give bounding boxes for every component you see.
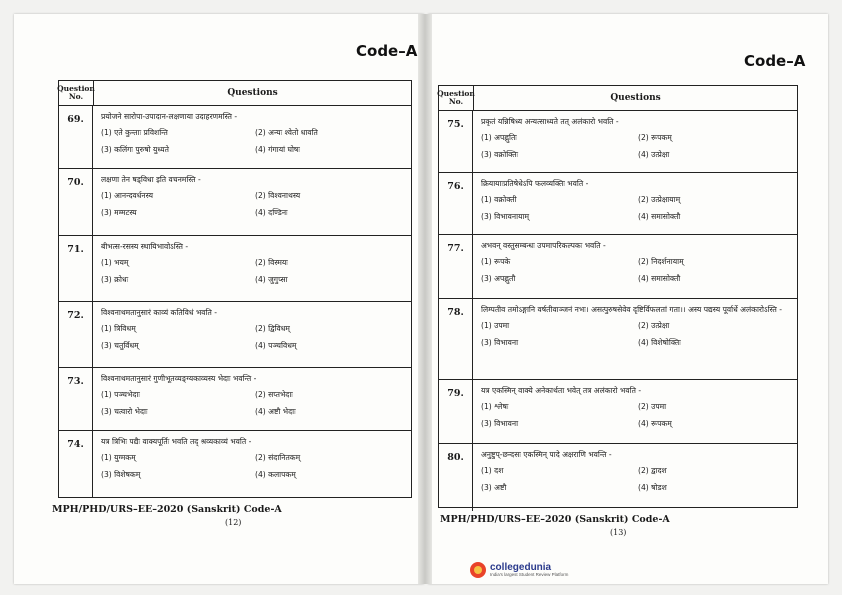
question-text: प्रकृतं यन्निषिध्य अन्यत्साध्यते तत् अलंकारो भवति - xyxy=(481,117,619,126)
answer-option: (3) कलिंगः पुरुषो युध्यते xyxy=(101,145,169,154)
options-grid xyxy=(101,324,403,351)
question-body xyxy=(93,368,411,430)
question-text: बीभत्स-रसस्य स्थायिभावोऽस्ति - xyxy=(101,242,189,251)
answer-option: (2) उत्प्रेक्षा xyxy=(638,321,670,330)
answer-option: (3) मम्मटस्य xyxy=(101,208,137,217)
answer-option: (1) आनन्दवर्धनस्य xyxy=(101,191,153,200)
table-header xyxy=(439,86,797,111)
question-row xyxy=(59,431,411,497)
answer-option: (3) विशेषकम् xyxy=(101,470,141,479)
options-grid xyxy=(101,191,403,218)
left-question-table xyxy=(58,80,412,498)
answer-option: (3) अपह्नुतौ xyxy=(481,274,516,283)
answer-option: (3) वक्रोक्तिः xyxy=(481,150,519,159)
answer-option: (1) अपह्नुतिः xyxy=(481,133,517,142)
left-code-label: Code–A xyxy=(356,42,418,60)
options-grid xyxy=(481,195,789,222)
question-row xyxy=(59,106,411,169)
options-grid xyxy=(101,258,403,285)
question-body xyxy=(93,431,411,497)
answer-option: (2) निदर्शनायाम् xyxy=(638,257,684,266)
answer-option: (3) अष्टौ xyxy=(481,483,507,492)
options-grid xyxy=(481,257,789,284)
answer-option: (1) उपमा xyxy=(481,321,510,330)
question-body xyxy=(93,302,411,367)
question-row xyxy=(439,444,797,511)
question-text: अभवन् वस्तुसम्बन्धः उपमापरिकल्पकः भवति - xyxy=(481,241,606,250)
answer-option: (4) समासोक्तौ xyxy=(638,212,681,221)
header-question-no: Question No. xyxy=(59,81,94,105)
options-grid xyxy=(101,390,403,417)
question-row xyxy=(439,235,797,299)
answer-option: (1) रूपके xyxy=(481,257,511,266)
answer-option: (4) अष्टौ भेदाः xyxy=(255,407,296,416)
question-row xyxy=(439,173,797,235)
question-text: यत्र एकस्मिन् वाक्ये अनेकार्थता भवेत् तत्र अलंकारो भवति - xyxy=(481,386,642,395)
left-page-number: (12) xyxy=(225,518,242,527)
right-footer: MPH/PHD/URS–EE–2020 (Sanskrit) Code-A xyxy=(440,514,670,525)
options-grid xyxy=(481,402,789,429)
question-number: 78. xyxy=(439,299,473,379)
question-text: विश्वनाथमतानुसारं काव्यं कतिविधं भवति - xyxy=(101,308,217,317)
right-question-table xyxy=(438,85,798,508)
question-body xyxy=(473,173,797,234)
options-grid xyxy=(481,321,789,348)
question-row xyxy=(439,380,797,444)
question-row xyxy=(59,236,411,302)
header-questions: Questions xyxy=(610,93,661,103)
answer-option: (3) विभावना xyxy=(481,338,519,347)
answer-option: (4) रूपकम् xyxy=(638,419,672,428)
answer-option: (1) युग्मकम् xyxy=(101,453,136,462)
question-body xyxy=(93,169,411,235)
options-grid xyxy=(101,453,403,480)
collegedunia-logo-icon xyxy=(470,562,486,578)
question-row xyxy=(439,111,797,173)
answer-option: (4) समासोक्तौ xyxy=(638,274,681,283)
answer-option: (3) चत्वारो भेदाः xyxy=(101,407,148,416)
right-code-label: Code–A xyxy=(744,52,806,70)
question-text: लिम्पतीव तमोऽङ्गानि वर्षतीवाञ्जनं नभः। असत्पुरुषसेवेव दृष्टिर्विफलतां गता।। अस्य पद्यस्य पूर्वार्धे अलंकारोऽस्ति - xyxy=(481,305,782,314)
answer-option: (2) अन्यः श्वेतो धावति xyxy=(255,128,318,137)
answer-option: (3) विभावनायाम् xyxy=(481,212,529,221)
right-page-number: (13) xyxy=(610,528,627,537)
watermark-logo xyxy=(470,562,568,578)
answer-option: (4) षोडश xyxy=(638,483,667,492)
question-body xyxy=(473,444,797,511)
options-grid xyxy=(101,128,403,155)
logo-tagline: India's largest Student Review Platform xyxy=(490,571,569,577)
answer-option: (4) जुगुप्सा xyxy=(255,275,288,284)
answer-option: (2) द्वादश xyxy=(638,466,667,475)
question-body xyxy=(473,235,797,298)
answer-option: (2) उपमा xyxy=(638,402,667,411)
answer-option: (1) श्लेषः xyxy=(481,402,509,411)
question-text: अनुष्टुप्-छन्दसः एकस्मिन् पादे अक्षराणि भवन्ति - xyxy=(481,450,612,459)
table-header xyxy=(59,81,411,106)
question-number: 72. xyxy=(59,302,93,367)
question-body xyxy=(93,106,411,168)
question-row xyxy=(59,169,411,236)
question-text: विश्वनाथमतानुसारं गुणीभूतव्यङ्ग्यकाव्यस्य भेदाः भवन्ति - xyxy=(101,374,257,383)
question-number: 79. xyxy=(439,380,473,443)
logo-name: collegedunia xyxy=(490,561,552,573)
answer-option: (1) भयम् xyxy=(101,258,129,267)
answer-option: (4) दण्डिनः xyxy=(255,208,288,217)
question-row xyxy=(59,302,411,368)
answer-option: (2) संदानितकम् xyxy=(255,453,301,462)
question-number: 76. xyxy=(439,173,473,234)
question-body xyxy=(473,380,797,443)
question-number: 71. xyxy=(59,236,93,301)
answer-option: (3) विभावना xyxy=(481,419,519,428)
question-text: क्रियायाःप्रतिषेधेऽपि फलव्यक्तिः भवति - xyxy=(481,179,589,188)
answer-option: (1) पञ्चभेदाः xyxy=(101,390,140,399)
question-text: लक्षणा तेन षड्विधा इति वचनमस्ति - xyxy=(101,175,201,184)
answer-option: (4) कलापकम् xyxy=(255,470,296,479)
answer-option: (3) चतुर्विधम् xyxy=(101,341,139,350)
answer-option: (2) विश्वनाथस्य xyxy=(255,191,301,200)
answer-option: (2) रूपकम् xyxy=(638,133,672,142)
answer-option: (4) उत्प्रेक्षा xyxy=(638,150,670,159)
question-number: 80. xyxy=(439,444,473,511)
question-text: प्रयोजने सारोपा-उपादान-लक्षणाया उदाहरणमस्ति - xyxy=(101,112,238,121)
question-text: यत्र त्रिभिः पद्यैः वाक्यपूर्तिः भवति तद् श्रव्यकाव्यं भवति - xyxy=(101,437,252,446)
options-grid xyxy=(481,133,789,160)
question-row xyxy=(59,368,411,431)
answer-option: (2) सप्तभेदाः xyxy=(255,390,293,399)
question-body xyxy=(93,236,411,301)
answer-option: (2) उत्प्रेक्षायाम् xyxy=(638,195,681,204)
header-question-no: Question No. xyxy=(439,86,474,110)
answer-option: (4) पञ्चविधम् xyxy=(255,341,297,350)
question-number: 77. xyxy=(439,235,473,298)
question-row xyxy=(439,299,797,380)
question-body xyxy=(473,299,797,379)
question-number: 75. xyxy=(439,111,473,172)
header-questions: Questions xyxy=(227,88,278,98)
question-number: 69. xyxy=(59,106,93,168)
answer-option: (2) द्विविधम् xyxy=(255,324,290,333)
question-body xyxy=(473,111,797,172)
answer-option: (2) विस्मयः xyxy=(255,258,288,267)
answer-option: (1) एते कुन्ताः प्रविशन्ति xyxy=(101,128,168,137)
answer-option: (1) दश xyxy=(481,466,504,475)
answer-option: (4) गंगायां घोषः xyxy=(255,145,300,154)
question-number: 73. xyxy=(59,368,93,430)
question-number: 74. xyxy=(59,431,93,497)
answer-option: (3) क्रोधः xyxy=(101,275,129,284)
options-grid xyxy=(481,466,789,493)
answer-option: (1) त्रिविधम् xyxy=(101,324,136,333)
left-footer: MPH/PHD/URS–EE–2020 (Sanskrit) Code-A xyxy=(52,504,282,515)
answer-option: (1) वक्रोक्ती xyxy=(481,195,517,204)
question-number: 70. xyxy=(59,169,93,235)
book-gutter xyxy=(418,14,432,584)
answer-option: (4) विशेषोक्तिः xyxy=(638,338,681,347)
